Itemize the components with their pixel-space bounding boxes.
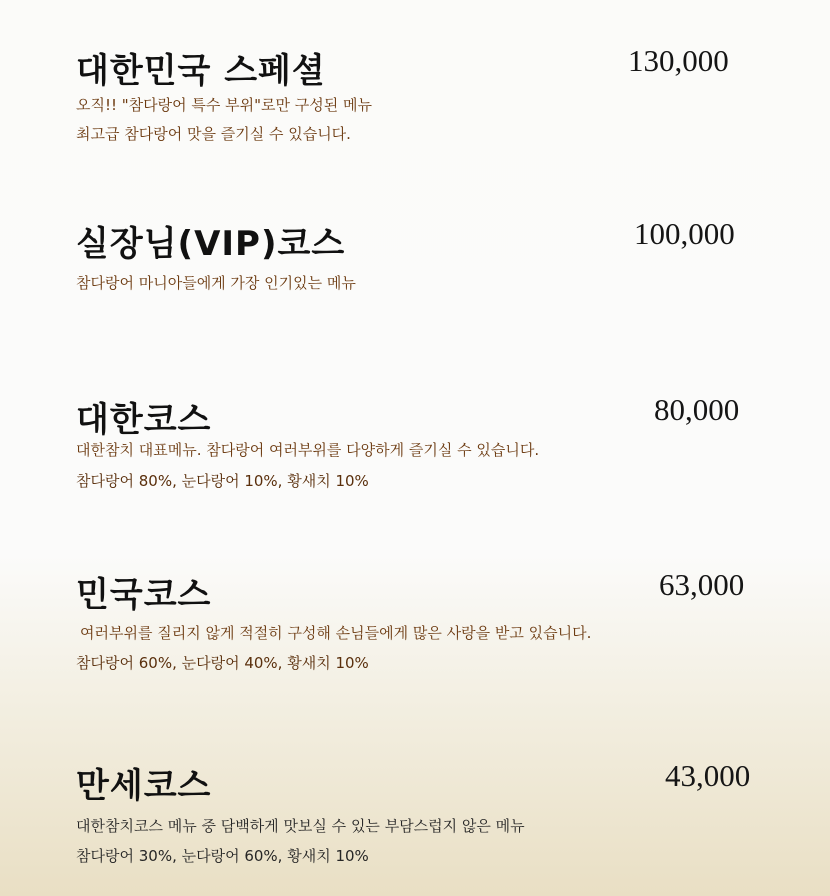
menu-item-title: 대한코스 — [76, 400, 212, 440]
menu-item-description: 오직!! "참다랑어 특수 부위"로만 구성된 메뉴 — [76, 96, 372, 114]
menu-item-price: 130,000 — [628, 43, 729, 78]
menu-item-description: 대한참치코스 메뉴 중 담백하게 맛보실 수 있는 부담스럽지 않은 메뉴 — [76, 817, 525, 835]
menu-item-price: 43,000 — [665, 758, 751, 793]
menu-item-description: 최고급 참다랑어 맛을 즐기실 수 있습니다. — [76, 125, 351, 143]
menu-item-composition: 참다랑어 30%, 눈다랑어 60%, 황새치 10% — [76, 847, 369, 865]
menu-item-price: 100,000 — [634, 216, 735, 251]
menu-item-composition: 참다랑어 80%, 눈다랑어 10%, 황새치 10% — [76, 472, 369, 490]
menu-item-price: 80,000 — [654, 392, 740, 427]
menu-item-price: 63,000 — [659, 567, 745, 602]
menu-item-title: 실장님(VIP)코스 — [76, 224, 346, 264]
menu-item-composition: 참다랑어 60%, 눈다랑어 40%, 황새치 10% — [76, 654, 369, 672]
menu-item-description: 대한참치 대표메뉴. 참다랑어 여러부위를 다양하게 즐기실 수 있습니다. — [76, 441, 540, 459]
menu-item-title: 민국코스 — [76, 575, 212, 615]
menu-item-title: 만세코스 — [76, 766, 212, 806]
menu-item-title: 대한민국 스페셜 — [76, 51, 326, 91]
menu-item-description: 참다랑어 마니아들에게 가장 인기있는 메뉴 — [76, 274, 356, 292]
menu-item-description: 여러부위를 질리지 않게 적절히 구성해 손님들에게 많은 사랑을 받고 있습니다. — [80, 624, 592, 642]
